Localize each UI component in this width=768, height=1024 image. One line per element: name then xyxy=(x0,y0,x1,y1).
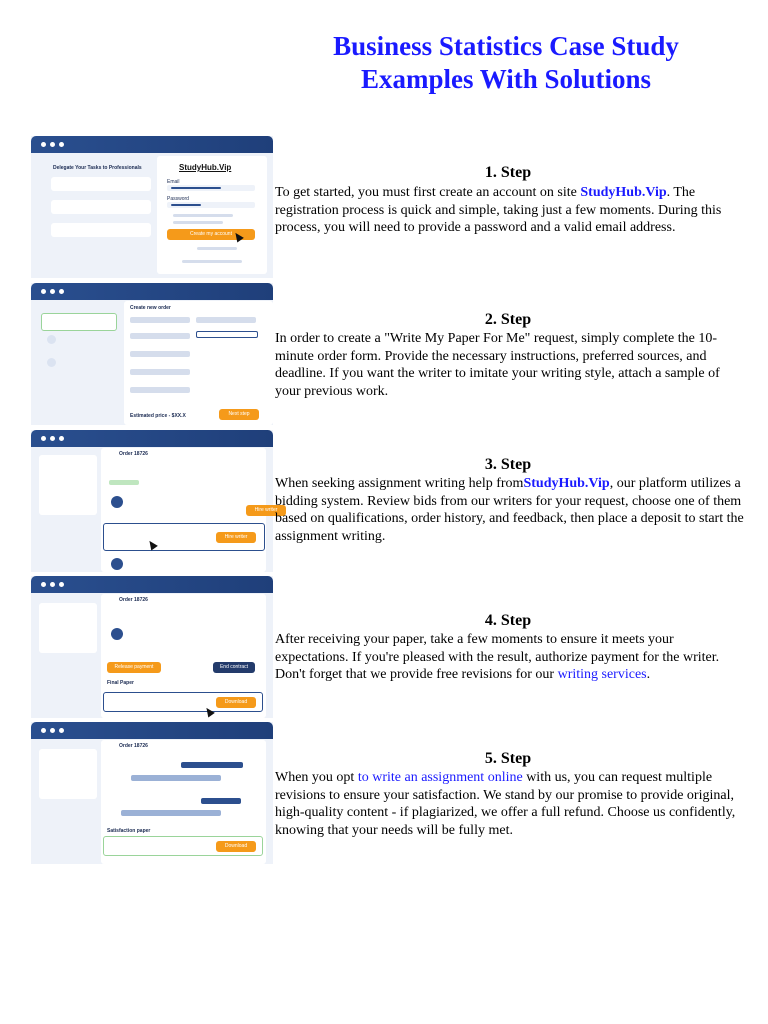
download-button[interactable]: Download xyxy=(216,697,256,708)
window-title-bar xyxy=(31,722,273,739)
chat-panel: Order 18726 Satisfaction paper xyxy=(101,740,266,864)
step-2-screenshot xyxy=(31,283,273,425)
bids-list: Order 18726 Hire writer xyxy=(101,448,266,572)
next-step-button[interactable]: Next step xyxy=(219,409,259,420)
step-2-heading: 2. Step xyxy=(484,311,532,328)
write-assignment-link[interactable]: to write an assignment online xyxy=(357,770,523,785)
window-title-bar xyxy=(31,576,273,593)
step-3-heading: 3. Step xyxy=(484,456,532,473)
window-title-bar xyxy=(31,430,273,447)
page-title: Business Statistics Case Study Examples With Solutions xyxy=(333,31,679,94)
brand-logo: StudyHub.Vip xyxy=(179,163,232,172)
order-review: Order 18726 Release payment End contract Final Paper xyxy=(101,594,266,718)
screen-heading: Delegate Your Tasks to Professionals xyxy=(53,165,142,171)
step-4-heading: 4. Step xyxy=(484,612,532,629)
final-paper-row xyxy=(103,692,263,712)
selected-bid[interactable]: Hire writer xyxy=(103,523,265,551)
release-payment-button[interactable]: Release payment xyxy=(107,662,161,673)
writing-services-link[interactable]: writing services xyxy=(557,667,647,682)
step-3-screenshot xyxy=(31,430,278,572)
step-5-heading: 5. Step xyxy=(484,750,532,767)
step-4-screenshot xyxy=(31,576,273,718)
step-5-screenshot xyxy=(31,722,273,864)
studyhub-link[interactable]: StudyHub.Vip xyxy=(580,185,667,200)
step-5-text: When you opt to write an assignment online with us, you can request multiple revisions to ensure your satisfaction. We stand by our promise to provide original, high-quality content - if plagiarized, we offer a full refund. Choose us confidently, knowing that your needs will be fully met. xyxy=(275,770,736,838)
hire-writer-button[interactable]: Hire writer xyxy=(246,505,286,516)
window-title-bar xyxy=(31,283,273,300)
satisfaction-paper-row xyxy=(103,836,263,856)
step-1-screenshot xyxy=(31,136,273,278)
signup-form: StudyHub.Vip Email Password Create my account xyxy=(157,156,267,274)
step-1-text: To get started, you must first create an account on site StudyHub.Vip. The registration process is quick and simple, taking just a few moments. During this process, you will need to provide a password and a valid email address. xyxy=(275,185,722,235)
step-4-text: After receiving your paper, take a few moments to ensure it meets your expectations. If you're pleased with the result, authorize payment for the writer. Don't forget that we provide free revisions for our writing services. xyxy=(275,632,720,682)
download-button[interactable]: Download xyxy=(216,841,256,852)
order-form: Create new order Estimated price - $XX.X Next step xyxy=(124,301,273,425)
step-3-text: When seeking assignment writing help fromStudyHub.Vip, our platform utilizes a bidding system. Review bids from our writers for your request, choose one of them based on qualifications, order history, and feedback, then place a deposit to start the assignment writing. xyxy=(275,476,744,544)
step-2-text: In order to create a "Write My Paper For Me" request, simply complete the 10-minute order form. Provide the necessary instructions, preferred sources, and deadline. If you want the writer to imitate your writing style, attach a sample of your previous work. xyxy=(275,331,720,399)
window-title-bar xyxy=(31,136,273,153)
step-1-heading: 1. Step xyxy=(484,164,532,181)
studyhub-link[interactable]: StudyHub.Vip xyxy=(523,476,610,491)
end-contract-button[interactable]: End contract xyxy=(213,662,255,673)
create-account-button[interactable]: Create my account xyxy=(167,229,255,240)
estimated-price: Estimated price - $XX.X xyxy=(130,413,186,419)
